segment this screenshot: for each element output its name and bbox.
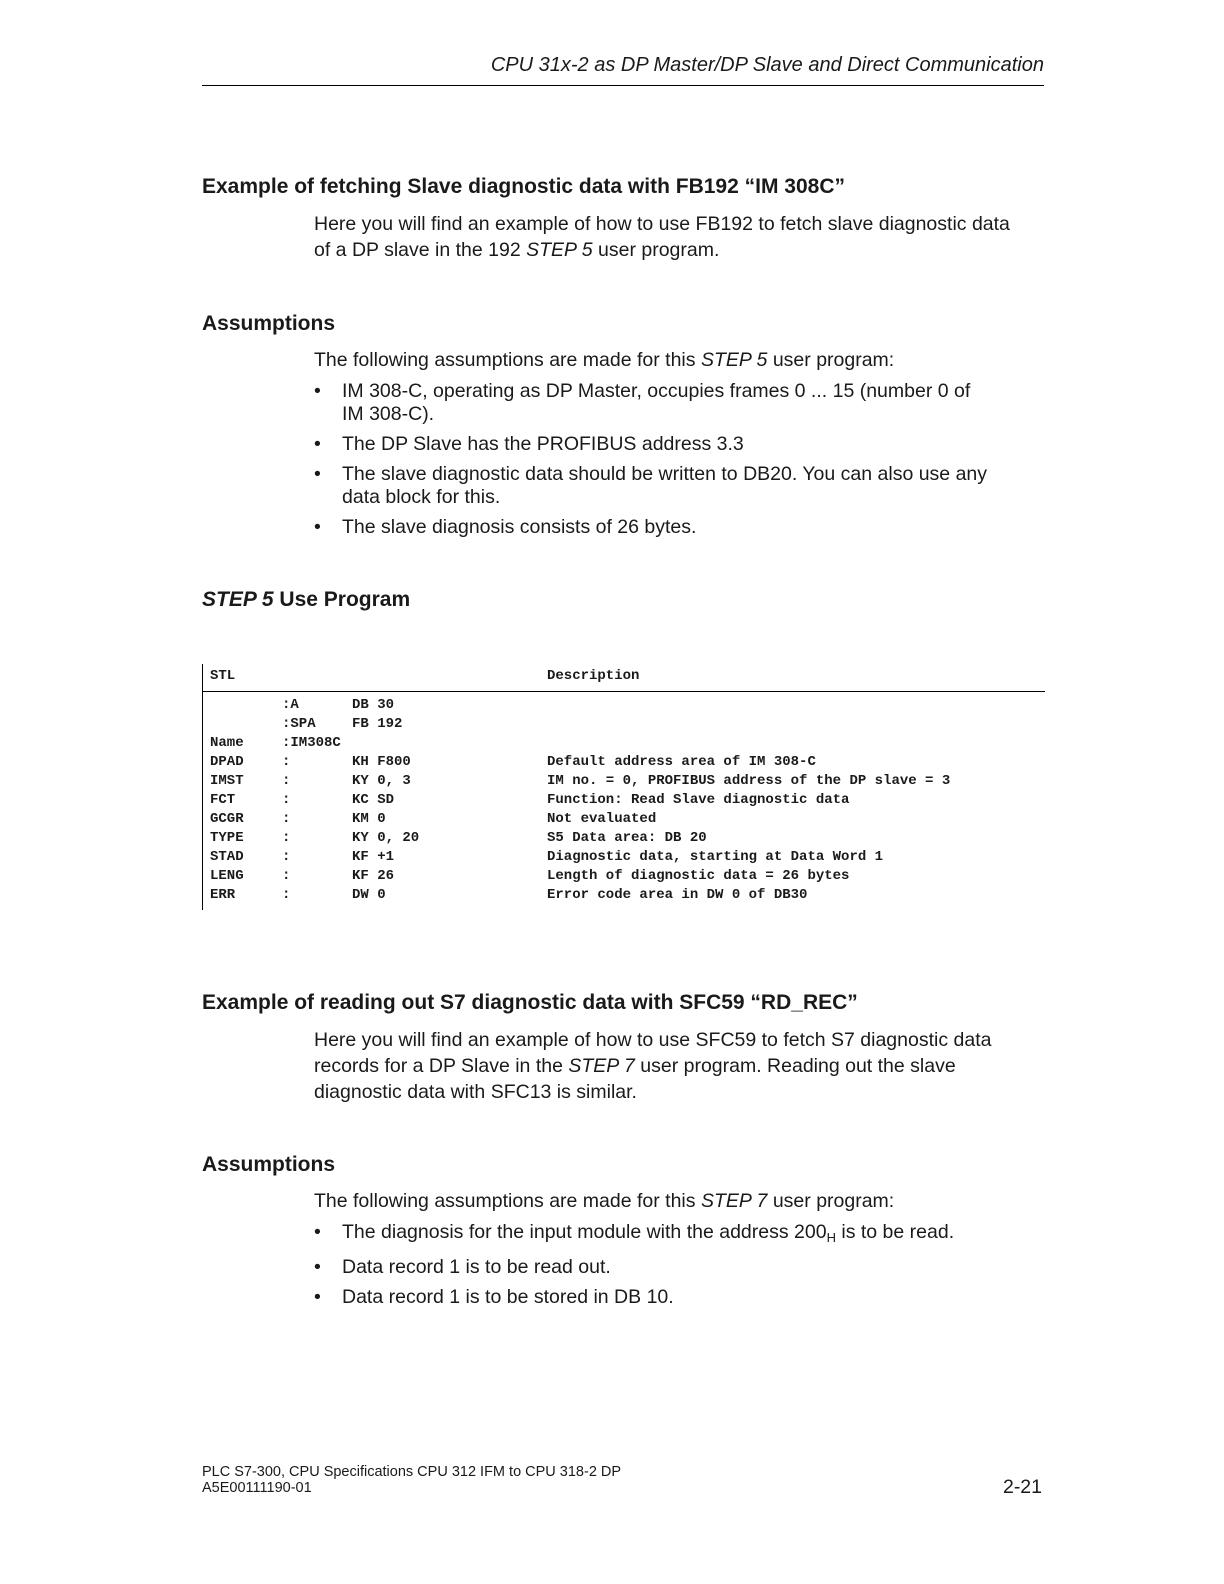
lead2-pre: The following assumptions are made for this [314, 1190, 701, 1212]
row-sep: : [282, 887, 291, 903]
code-header-row [203, 664, 1045, 692]
row-sep: : [282, 830, 291, 846]
table-row [203, 849, 1045, 868]
bullet-text: Data record 1 is to be stored in DB 10. [342, 1286, 674, 1308]
section-intro-fb192 [314, 211, 1054, 263]
table-row [203, 792, 1045, 811]
row-label: ERR [210, 887, 236, 903]
row-label: LENG [210, 868, 244, 884]
table-row [203, 716, 1045, 735]
table-row [203, 773, 1045, 792]
row-operand: KF +1 [352, 849, 395, 865]
col-description: Description [547, 668, 640, 684]
lead-post: user program: [767, 349, 895, 371]
row-operand: KC SD [352, 792, 395, 808]
row-sep: :IM308C [282, 735, 341, 751]
row-desc: Not evaluated [547, 811, 657, 827]
row-desc: Error code area in DW 0 of DB30 [547, 887, 808, 903]
row-desc: Function: Read Slave diagnostic data [547, 792, 850, 808]
lead2-em: STEP 7 [700, 1190, 768, 1212]
intro2-line2-post: user program. Reading out the slave [634, 1055, 956, 1077]
bullet-line: The slave diagnostic data should be written to DB20. You can also use any [342, 463, 988, 485]
row-operand: KH F800 [352, 754, 411, 770]
header-rule [202, 85, 1044, 86]
intro2-line2-em: STEP 7 [568, 1055, 635, 1077]
section-heading-sfc59: Example of reading out S7 diagnostic data with SFC59 “RD_REC” [202, 991, 858, 1014]
program-heading-em: STEP 5 [202, 588, 274, 611]
hex-subscript: H [826, 1230, 836, 1245]
assumptions-lead-1 [314, 347, 1054, 373]
bullet-text: is to be read. [835, 1221, 955, 1243]
intro2-line1: Here you will find an example of how to use SFC59 to fetch S7 diagnostic data [314, 1029, 992, 1051]
row-label: TYPE [210, 830, 244, 846]
row-operand: FB 192 [352, 716, 403, 732]
bullet-line: IM 308-C). [342, 403, 435, 425]
row-sep: : [282, 792, 291, 808]
table-row [203, 830, 1045, 849]
stl-code-listing [202, 664, 1045, 910]
footer-line2: A5E00111190-01 [202, 1480, 312, 1496]
section-heading-fb192: Example of fetching Slave diagnostic data with FB192 “IM 308C” [202, 175, 845, 198]
list-item: • The slave diagnostic data should be written to DB20. You can also use any data block for this. [314, 463, 988, 508]
row-operand: DW 0 [352, 887, 386, 903]
assumptions-heading-1: Assumptions [202, 312, 336, 335]
row-operand: DB 30 [352, 697, 395, 713]
row-label: FCT [210, 792, 236, 808]
row-label: STAD [210, 849, 244, 865]
list-item: • The DP Slave has the PROFIBUS address 3.3 [314, 433, 744, 455]
list-item: • The diagnosis for the input module with the address $200_H$ is to be read. [314, 1221, 955, 1245]
row-label: DPAD [210, 754, 244, 770]
table-row [203, 697, 1045, 716]
row-operand: KF 26 [352, 868, 395, 884]
list-item: • Data record 1 is to be read out. [314, 1256, 611, 1278]
row-operand: KM 0 [352, 811, 386, 827]
intro2-line3: diagnostic data with SFC13 is similar. [314, 1081, 637, 1103]
table-row [203, 887, 1045, 906]
bullet-line: The slave diagnosis consists of 26 bytes. [342, 516, 697, 538]
assumptions-list-2 [314, 1221, 1054, 1316]
table-row [203, 735, 1045, 754]
table-row [203, 868, 1045, 887]
footer-line1: PLC S7-300, CPU Specifications CPU 312 IFM to CPU 318-2 DP [202, 1464, 622, 1480]
intro-line1: Here you will find an example of how to use FB192 to fetch slave diagnostic data [314, 213, 1010, 235]
footer-doc-info [202, 1464, 621, 1496]
running-header: CPU 31x-2 as DP Master/DP Slave and Direct Communication [490, 54, 1044, 76]
row-desc: IM no. = 0, PROFIBUS address of the DP slave = 3 [547, 773, 951, 789]
assumptions-list-1 [314, 380, 1054, 546]
row-sep: : [282, 868, 291, 884]
row-sep: :A [282, 697, 299, 713]
row-label: Name [210, 735, 244, 751]
page-number: 2-21 [1002, 1476, 1042, 1498]
table-row [203, 754, 1045, 773]
bullet-line: The DP Slave has the PROFIBUS address 3.3 [342, 433, 744, 455]
assumptions-lead-2 [314, 1188, 1054, 1214]
bullet-line: data block for this. [342, 486, 501, 508]
row-desc: S5 Data area: DB 20 [547, 830, 707, 846]
bullet-text: The diagnosis for the input module with the address 200 [342, 1221, 827, 1243]
lead-pre: The following assumptions are made for this [314, 349, 701, 371]
row-sep: : [282, 849, 291, 865]
row-sep: : [282, 773, 291, 789]
col-stl: STL [210, 668, 236, 684]
row-desc: Length of diagnostic data = 26 bytes [547, 868, 850, 884]
program-heading-rest: Use Program [273, 588, 411, 611]
row-sep: :SPA [282, 716, 316, 732]
list-item: • IM 308-C, operating as DP Master, occupies frames 0 ... 15 (number 0 of IM 308-C). [314, 380, 971, 425]
section-intro-sfc59 [314, 1027, 1054, 1105]
bullet-line: IM 308-C, operating as DP Master, occupies frames 0 ... 15 (number 0 of [342, 380, 971, 402]
row-operand: KY 0, 20 [352, 830, 420, 846]
list-item: • The slave diagnosis consists of 26 bytes. [314, 516, 697, 538]
row-label: GCGR [210, 811, 244, 827]
intro-line2-em: STEP 5 [526, 239, 593, 261]
bullet-text: Data record 1 is to be read out. [342, 1256, 611, 1278]
row-desc: Default address area of IM 308-C [547, 754, 816, 770]
lead-em: STEP 5 [700, 349, 768, 371]
intro2-line2-pre: records for a DP Slave in the [314, 1055, 569, 1077]
list-item: • Data record 1 is to be stored in DB 10. [314, 1286, 674, 1308]
table-row [203, 811, 1045, 830]
row-desc: Diagnostic data, starting at Data Word 1 [547, 849, 884, 865]
intro-line2-post: user program. [592, 239, 720, 261]
row-label: IMST [210, 773, 244, 789]
intro-line2-pre: of a DP slave in the 192 [314, 239, 527, 261]
assumptions-heading-2: Assumptions [202, 1153, 336, 1176]
program-heading [202, 588, 410, 612]
row-operand: KY 0, 3 [352, 773, 411, 789]
row-sep: : [282, 754, 291, 770]
lead2-post: user program: [767, 1190, 895, 1212]
row-sep: : [282, 811, 291, 827]
